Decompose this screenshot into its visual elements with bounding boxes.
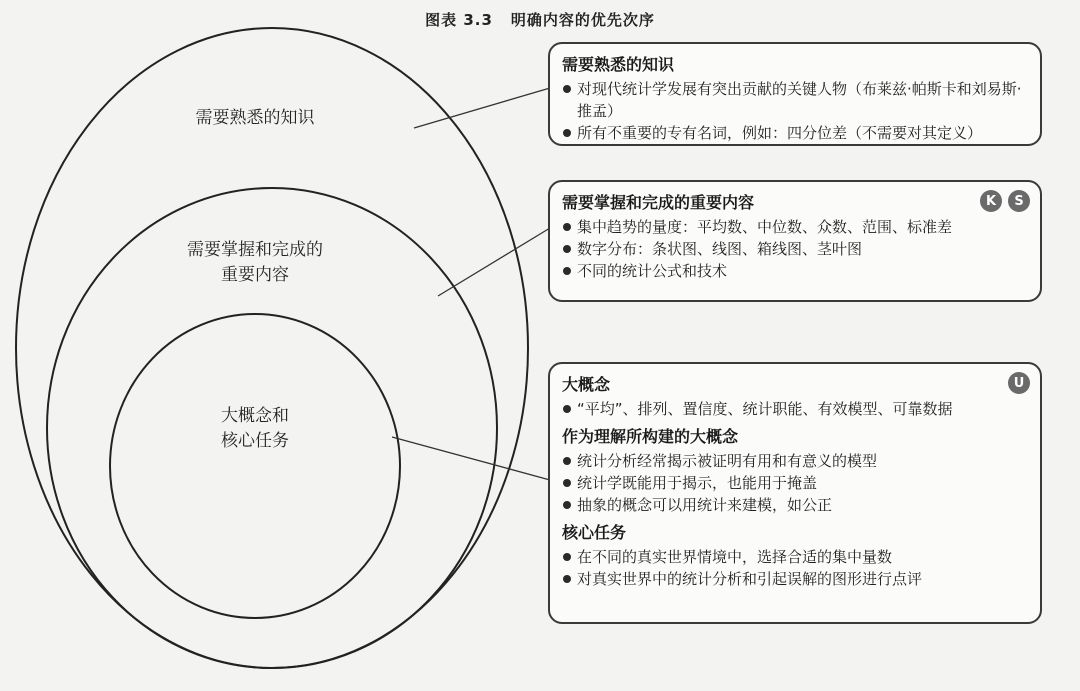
understanding-badge-icon: U xyxy=(1008,372,1030,394)
list-item: 数字分布：条状图、线图、箱线图、茎叶图 xyxy=(562,238,1028,260)
box2-badges xyxy=(980,190,1030,212)
big-ideas-box xyxy=(548,362,1042,624)
inner-label-line-1: 大概念和 xyxy=(221,406,289,426)
list-item: 抽象的概念可以用统计来建模，如公正 xyxy=(562,494,1028,516)
outer-label-text: 需要熟悉的知识 xyxy=(195,108,315,128)
inner-circle xyxy=(110,314,400,618)
box1-title: 需要熟悉的知识 xyxy=(562,55,675,74)
connector-line-3 xyxy=(392,437,550,480)
big-ideas-list xyxy=(562,398,1028,420)
core-tasks-list xyxy=(562,546,1028,590)
list-item: 在不同的真实世界情境中，选择合适的集中量数 xyxy=(562,546,1028,568)
understanding-title: 作为理解所构建的大概念 xyxy=(562,427,739,446)
box1-list xyxy=(562,78,1028,144)
outer-circle-label xyxy=(180,106,330,131)
list-item: 不同的统计公式和技术 xyxy=(562,260,1028,282)
list-item: 统计分析经常揭示被证明有用和有意义的模型 xyxy=(562,450,1028,472)
knowledge-badge-icon: K xyxy=(980,190,1002,212)
list-item: 统计学既能用于揭示，也能用于掩盖 xyxy=(562,472,1028,494)
familiar-knowledge-box xyxy=(548,42,1042,146)
understanding-list xyxy=(562,450,1028,516)
list-item: 对真实世界中的统计分析和引起误解的图形进行点评 xyxy=(562,568,1028,590)
important-content-box xyxy=(548,180,1042,302)
box3-badges xyxy=(1008,372,1030,394)
core-tasks-title: 核心任务 xyxy=(562,523,627,542)
list-item: 对现代统计学发展有突出贡献的关键人物（布莱兹·帕斯卡和刘易斯·推孟） xyxy=(562,78,1028,122)
middle-label-line-2: 重要内容 xyxy=(221,265,289,285)
middle-circle-label xyxy=(170,238,340,288)
figure-number: 图表 3.3 xyxy=(425,11,493,29)
box2-list xyxy=(562,216,1028,282)
inner-circle-label xyxy=(195,404,315,454)
inner-label-line-2: 核心任务 xyxy=(221,431,289,451)
list-item: “平均”、排列、置信度、统计职能、有效模型、可靠数据 xyxy=(562,398,1028,420)
box2-title: 需要掌握和完成的重要内容 xyxy=(562,193,755,212)
connector-line-2 xyxy=(438,228,550,296)
middle-label-line-1: 需要掌握和完成的 xyxy=(187,240,323,260)
skill-badge-icon: S xyxy=(1008,190,1030,212)
list-item: 所有不重要的专有名词，例如：四分位差（不需要对其定义） xyxy=(562,122,1028,144)
big-ideas-title: 大概念 xyxy=(562,375,611,394)
connector-line-1 xyxy=(414,88,550,128)
figure-title: 明确内容的优先次序 xyxy=(510,11,655,29)
list-item: 集中趋势的量度：平均数、中位数、众数、范围、标准差 xyxy=(562,216,1028,238)
